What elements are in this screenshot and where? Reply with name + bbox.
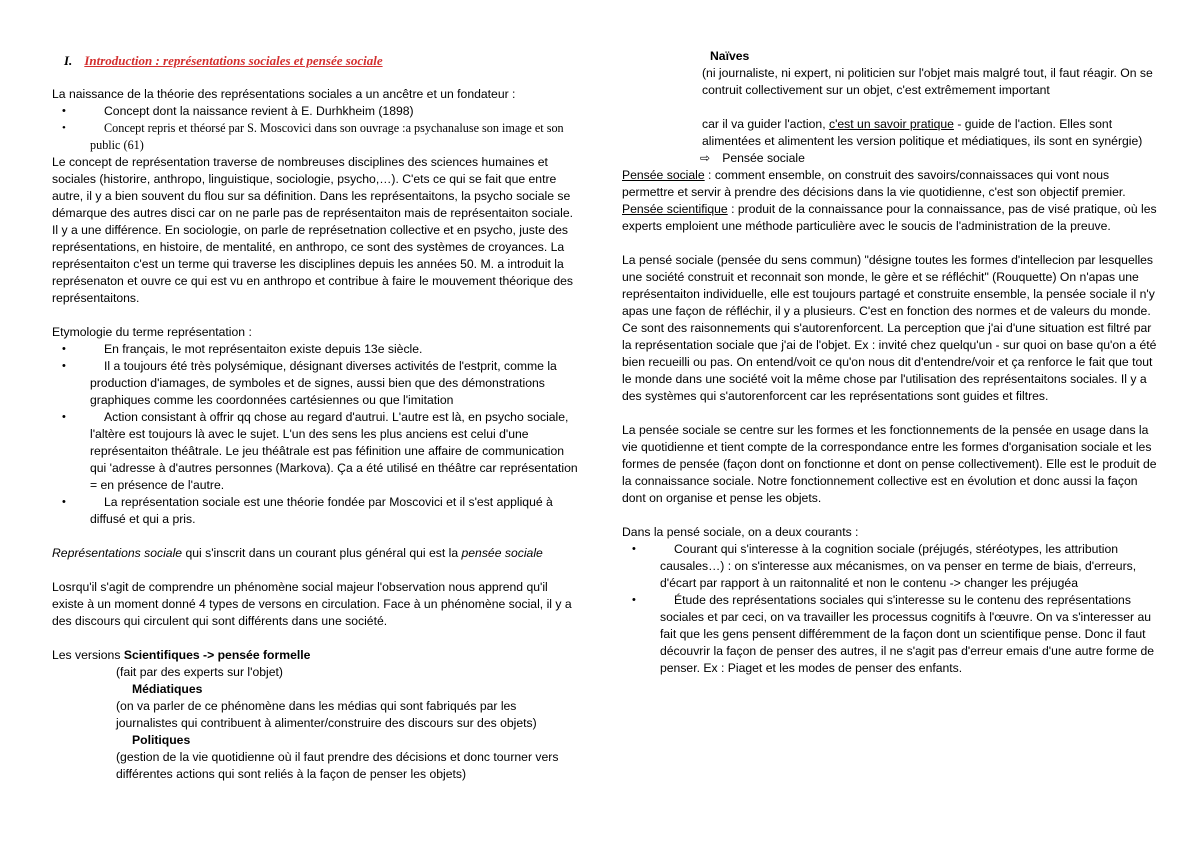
- bullet-icon: •: [62, 343, 66, 355]
- bullet-icon: •: [62, 496, 66, 508]
- version-media-title: Médiatiques: [132, 682, 203, 696]
- versions-line: Les versions Scientifiques -> pensée formelle: [52, 648, 311, 662]
- version-naive-continued: car il va guider l'action, c'est un savoir pratique - guide de l'action. Elles sont alimentées et alimentent les version politique et médiatiques, ils sont en synérgie): [702, 117, 1143, 148]
- list-item: • Étude des représentations sociales qui s'interesse su le contenu des représentations sociales et par ceci, on va travailler les processus cognitifs à l'œuvre. On va s'interesser au fait que les gens pensent différemment de la façon dont un scientifique pense. Donc il faut découvrir la façon de penser des autres, il ne s'agit pas d'erreur emais d'une autre forme de penser. Ex : Piaget et les modes de penser des enfants.: [632, 593, 1155, 675]
- right-column: [622, 48, 1158, 677]
- etymology-heading: Etymologie du terme représentation :: [52, 325, 252, 339]
- common-sense-paragraph: La pensé sociale (pensée du sens commun) "désigne toutes les formes d'intellecion par lesquelles une société construit et reconnait son monde, le gère et se réfléchit" (Rouquette) On n'apas une représentaiton individuelle, elle est toujours partagé et construite ensemble, la pensée sociale il n'y apas une façon de réfléchir, il y a plusieurs. C'est en fonction des normes et de valeurs du monde. Ce sont des raisonnements qui s'autorenforcent. La perception que j'ai d'une situation est filtré par la représentation sociale que j'ai de l'objet. Ex : invité chez quelqu'un - sur quoi on base qu'on a été bien recueilli ou pas. On entend/voit ce qu'on nous dit d'entendre/voir et ça renforce le fait que tout le monde dans une société voit la même chose par l'utilisation des représentaitons sociales. Il y a des systèmes qui s'autorenforcent car les représentations sont guides et filtres.: [622, 253, 1157, 403]
- list-item: • Action consistant à offrir qq chose au regard d'autrui. L'autre est là, en psycho sociale, l'altère est toujours là avec le sujet. L'un des sens les plus anciens est celui d'une représentaiton théâtrale. Le jeu théâtrale est pas féfinition une affaire de communication qui 'adresse à d'autres personnes (Markova). Ça a été utilisé en théâtre car représentation = en présence de l'autre.: [62, 410, 578, 492]
- arrow-right-icon: ⇨: [700, 151, 711, 165]
- list-item: • La représentation sociale est une théorie fondée par Moscovici et il s'est appliqué à diffusé et qui a pris.: [62, 495, 553, 526]
- scientific-thought-definition: Pensée scientifique : produit de la connaissance pour la connaissance, pas de visé pratique, où les experts emploient une méthode particulière avec le soucis de l'administration de la preuve.: [622, 202, 1157, 233]
- everyday-thought-paragraph: La pensée sociale se centre sur les formes et les fonctionnements de la pensée en usage dans la vie quotidienne et tient compte de la correspondance entre les formes d'organisation sociale et les formes de pensée (façon dont on fonctionne et dont on pense collectivement). Elle est le produit de la connaissance sociale. Notre fonctionnement collective est en évolution et donc aussi la façon dont on organise et pense les objets.: [622, 423, 1157, 505]
- bullet-icon: •: [632, 543, 636, 555]
- version-media-desc: (on va parler de ce phénomène dans les médias qui sont fabriqués par les journalistes qui contribuent à alimenter/construire des discours sur des objets): [116, 699, 537, 730]
- version-naive-title: Naïves: [710, 49, 750, 63]
- two-currents-heading: Dans la pensé sociale, on a deux courants :: [622, 525, 859, 539]
- etymology-bullet-list: [52, 341, 580, 528]
- list-item: • Il a toujours été très polysémique, désignant diverses activités de l'estprit, comme la production d'iamages, de symboles et de signes, aussi bien que des démonstrations graphiques comme les coordonnées cartésiennes ou que l'imitation: [62, 359, 557, 407]
- social-thought-sentence: Représentations sociale qui s'inscrit dans un courant plus général qui est la pensée sociale: [52, 546, 543, 560]
- versions-paragraph: Losrqu'il s'agit de comprendre un phénomène social majeur l'observation nous apprend qu'il existe à un moment donné 4 types de versons en circulation. Face à un phénomène social, il y a des discours qui circulent qui sont différents dans une société.: [52, 580, 572, 628]
- intro-paragraph: La naissance de la théorie des représentations sociales a un ancêtre et un fondateur :: [52, 87, 516, 101]
- list-item: • Concept dont la naissance revient à E. Durhkheim (1898): [62, 104, 414, 118]
- arrow-line: ⇨ Pensée sociale: [700, 151, 805, 165]
- list-item: • Courant qui s'interesse à la cognition sociale (préjugés, stéréotypes, les attribution causales…) : on s'interesse aux mécanismes, on va penser en terme de biais, d'erreurs, d'écart par rapport à un raitonnalité et non le contenu -> changer les préjugéa: [632, 542, 1137, 590]
- bullet-icon: •: [62, 122, 66, 134]
- concept-paragraph: Le concept de représentation traverse de nombreuses disciplines des sciences humaines et sociales (historire, anthropo, linguistique, sociologie, psycho,…). C'ets ce qui se fait que entre autre, il y a bien souvent du flou sur sa définition. Dans les représentaitons, la psycho sociale se démarque des autres disci car on ne parle pas de représentaiton mais de représentaiton sociale. Il y a une différence. En sociologie, on parle de représetnation collective et en psycho, juste des représentations, en histoire, de mentalité, en anthropo, ce sont des systèmes de croyances. La représentaiton c'est un terme qui traverse les disciplines depuis les années 50. M. a introduit la représenaton et ouvre ce qui est vu en anthropo et contribue à faire le mouvement théorique des représentaitons.: [52, 155, 574, 305]
- bullet-icon: •: [632, 594, 636, 606]
- section-number: I.: [64, 53, 73, 68]
- currents-bullet-list: [622, 541, 1158, 677]
- version-politics-desc: (gestion de la vie quotidienne où il faut prendre des décisions et donc tourner vers différentes actions qui sont reliés à la façon de penser les objets): [116, 750, 559, 781]
- section-title: [52, 52, 580, 69]
- origin-bullet-list: [52, 103, 580, 154]
- version-naive-desc: (ni journaliste, ni expert, ni politicien sur l'objet mais malgré tout, il faut réagir. On se contruit collectivement sur un objet, c'est extrêmement important: [702, 66, 1153, 97]
- social-thought-definition: Pensée sociale : comment ensemble, on construit des savoirs/connaissaces qui vont nous permettre et servir à prendre des décisions dans la vie quotidienne, c'est son objectif premier.: [622, 168, 1126, 199]
- left-column: [52, 48, 580, 783]
- bullet-icon: •: [62, 105, 66, 117]
- bullet-icon: •: [62, 360, 66, 372]
- bullet-icon: •: [62, 411, 66, 423]
- list-item: • Concept repris et théorsé par S. Moscovici dans son ouvrage :a psychanaluse son image et son public (61): [62, 121, 564, 152]
- section-title-text: Introduction : représentations sociales et pensée sociale: [84, 53, 383, 68]
- version-politics-title: Politiques: [132, 733, 191, 747]
- list-item: • En français, le mot représentaiton existe depuis 13e siècle.: [62, 342, 423, 356]
- version-scientific-desc: (fait par des experts sur l'objet): [116, 665, 283, 679]
